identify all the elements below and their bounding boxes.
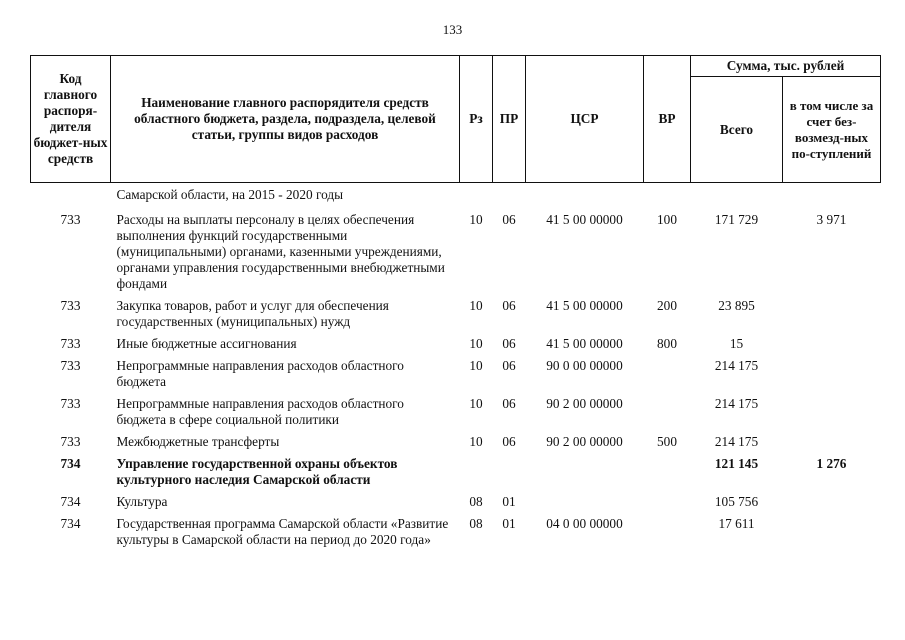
name-cell: Управление государственной охраны объектов культурного наследия Самарской области	[116, 456, 398, 487]
header-rz: Рз	[460, 56, 493, 183]
csr-cell: 90 2 00 00000	[546, 396, 623, 411]
rz-cell: 10	[469, 434, 483, 449]
header-csr: ЦСР	[526, 56, 644, 183]
total-cell: 171 729	[714, 212, 759, 227]
free-cell	[783, 491, 881, 513]
code-cell: 733	[60, 336, 81, 351]
free-cell: 3 971	[816, 212, 847, 227]
free-cell	[783, 295, 881, 333]
csr-cell: 90 2 00 00000	[546, 434, 623, 449]
rz-cell: 10	[469, 336, 483, 351]
free-cell	[783, 393, 881, 431]
rz-cell: 10	[469, 298, 483, 313]
header-total: Всего	[691, 77, 783, 183]
continuation-text: Самарской области, на 2015 - 2020 годы	[116, 187, 344, 202]
vr-cell	[644, 491, 691, 513]
pr-cell: 06	[502, 336, 516, 351]
table-row	[31, 333, 881, 355]
vr-cell	[644, 453, 691, 491]
table-header	[31, 56, 881, 183]
rz-cell: 10	[469, 396, 483, 411]
header-vr: ВР	[644, 56, 691, 183]
name-cell: Расходы на выплаты персоналу в целях обеспечения выполнения функций государственными (муниципальными) органами, казенными учреждениями, органами управления государственными внебюджетными фондами	[116, 212, 445, 291]
table-row	[31, 513, 881, 551]
total-cell: 23 895	[718, 298, 755, 313]
rz-cell: 10	[469, 358, 483, 373]
table-row	[31, 393, 881, 431]
table-row	[31, 491, 881, 513]
total-cell: 15	[729, 336, 744, 351]
csr-cell: 41 5 00 00000	[546, 298, 623, 313]
vr-cell: 800	[657, 336, 677, 351]
free-cell	[783, 431, 881, 453]
table-row	[31, 431, 881, 453]
budget-table	[30, 55, 881, 551]
total-cell: 214 175	[714, 396, 759, 411]
free-cell	[783, 513, 881, 551]
pr-cell: 01	[502, 494, 516, 509]
name-cell: Межбюджетные трансферты	[116, 434, 280, 449]
pr-cell: 06	[502, 358, 516, 373]
pr-cell: 06	[502, 212, 516, 227]
pr-cell: 01	[502, 516, 516, 531]
code-cell: 733	[60, 212, 81, 227]
table-row	[31, 295, 881, 333]
free-cell	[783, 333, 881, 355]
table-row	[31, 355, 881, 393]
csr-cell: 41 5 00 00000	[546, 212, 623, 227]
vr-cell	[644, 393, 691, 431]
vr-cell	[644, 513, 691, 551]
continuation-row	[31, 183, 881, 210]
code-cell: 733	[60, 434, 81, 449]
rz-cell: 08	[469, 516, 483, 531]
header-pr: ПР	[493, 56, 526, 183]
csr-cell: 90 0 00 00000	[546, 358, 623, 373]
csr-cell	[526, 491, 644, 513]
total-cell: 17 611	[718, 516, 755, 531]
rz-cell: 08	[469, 494, 483, 509]
vr-cell: 100	[657, 212, 677, 227]
pr-cell: 06	[502, 298, 516, 313]
csr-cell: 41 5 00 00000	[546, 336, 623, 351]
total-cell: 214 175	[714, 358, 759, 373]
header-name: Наименование главного распорядителя средств областного бюджета, раздела, подраздела, целевой статьи, группы видов расходов	[111, 56, 460, 183]
code-cell: 734	[60, 456, 81, 471]
name-cell: Непрограммные направления расходов областного бюджета в сфере социальной политики	[116, 396, 404, 427]
code-cell: 733	[60, 396, 81, 411]
code-cell: 733	[60, 298, 81, 313]
total-cell: 214 175	[714, 434, 759, 449]
table-row	[31, 209, 881, 295]
header-free: в том числе за счет без-возмезд-ных по-ступлений	[783, 77, 881, 183]
total-cell: 121 145	[714, 456, 759, 471]
name-cell: Культура	[116, 494, 168, 509]
table-body	[31, 183, 881, 552]
page-number: 133	[442, 22, 463, 37]
csr-cell: 04 0 00 00000	[546, 516, 623, 531]
vr-cell: 200	[657, 298, 677, 313]
rz-cell: 10	[469, 212, 483, 227]
header-sum: Сумма, тыс. рублей	[691, 56, 881, 77]
vr-cell: 500	[657, 434, 677, 449]
vr-cell	[644, 355, 691, 393]
code-cell: 733	[60, 358, 81, 373]
header-code: Код главного распоря-дителя бюджет-ных средств	[31, 56, 111, 183]
name-cell: Иные бюджетные ассигнования	[116, 336, 297, 351]
code-cell: 734	[60, 516, 81, 531]
code-cell: 734	[60, 494, 81, 509]
total-cell: 105 756	[714, 494, 759, 509]
name-cell: Закупка товаров, работ и услуг для обеспечения государственных (муниципальных) нужд	[116, 298, 389, 329]
rz-cell	[460, 453, 493, 491]
csr-cell	[526, 453, 644, 491]
name-cell: Государственная программа Самарской области «Развитие культуры в Самарской области на период до 2020 года»	[116, 516, 449, 547]
free-cell	[783, 355, 881, 393]
pr-cell	[493, 453, 526, 491]
table-row	[31, 453, 881, 491]
pr-cell: 06	[502, 396, 516, 411]
name-cell: Непрограммные направления расходов областного бюджета	[116, 358, 404, 389]
pr-cell: 06	[502, 434, 516, 449]
free-cell: 1 276	[816, 456, 847, 471]
